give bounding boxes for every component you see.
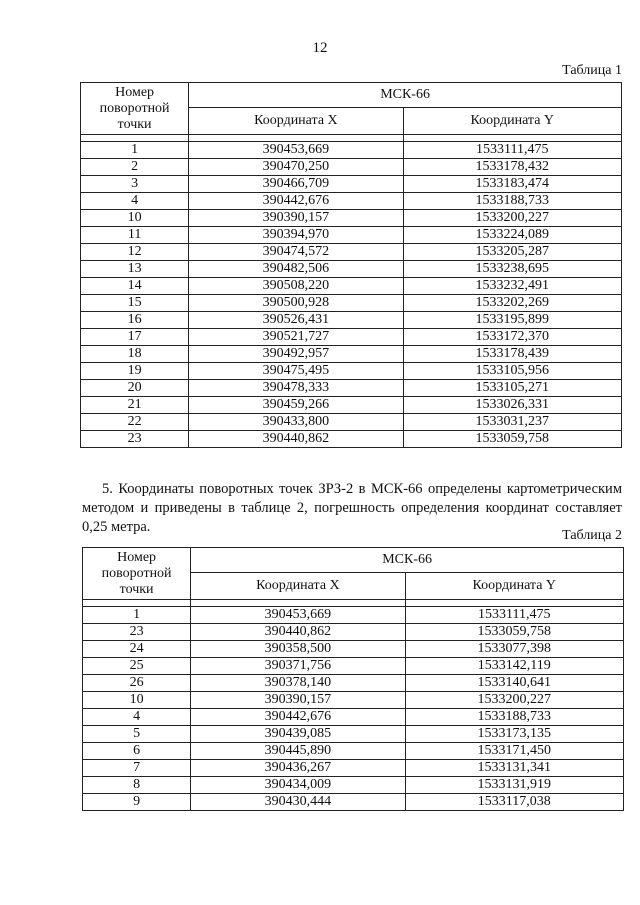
table-row — [81, 431, 622, 448]
coordinate-x-cell: 390482,506 — [189, 261, 403, 278]
paragraph-text: 5. Координаты поворотных точек ЗРЗ-2 в МСК-66 определены картометрическим методом и приведены в таблице 2, погрешность определения координат составляет 0,25 метра. — [82, 481, 622, 535]
table-row — [81, 397, 622, 414]
point-number-cell: 1 — [83, 607, 191, 624]
table1-body — [81, 135, 622, 448]
point-number-cell: 5 — [83, 726, 191, 743]
point-number-cell: 13 — [81, 261, 189, 278]
table-row — [81, 142, 622, 159]
coordinate-y-cell: 1533131,919 — [405, 777, 623, 794]
point-number-cell: 17 — [81, 329, 189, 346]
coordinate-y-cell: 1533142,119 — [405, 658, 623, 675]
table-row — [81, 363, 622, 380]
table-row — [83, 794, 624, 811]
point-number-cell: 20 — [81, 380, 189, 397]
table-row — [83, 692, 624, 709]
coordinate-y-cell: 1533031,237 — [403, 414, 621, 431]
coordinate-y-cell: 1533111,475 — [405, 607, 623, 624]
coordinate-x-cell: 390430,444 — [191, 794, 405, 811]
table-row — [81, 414, 622, 431]
coordinate-y-cell: 1533117,038 — [405, 794, 623, 811]
coordinate-x-cell: 390371,756 — [191, 658, 405, 675]
table-row — [81, 244, 622, 261]
point-number-cell: 23 — [83, 624, 191, 641]
point-number-cell: 1 — [81, 142, 189, 159]
point-number-cell: 3 — [81, 176, 189, 193]
header-point-number — [81, 83, 189, 135]
coordinate-x-cell: 390453,669 — [191, 607, 405, 624]
point-number-cell: 24 — [83, 641, 191, 658]
table-row — [83, 607, 624, 624]
coordinate-y-cell: 1533131,341 — [405, 760, 623, 777]
table-row — [83, 641, 624, 658]
coordinate-y-cell: 1533200,227 — [405, 692, 623, 709]
coordinate-y-cell: 1533026,331 — [403, 397, 621, 414]
table2-body — [83, 600, 624, 811]
coordinate-y-cell: 1533188,733 — [405, 709, 623, 726]
coordinate-y-cell: 1533195,899 — [403, 312, 621, 329]
coordinate-x-cell: 390492,957 — [189, 346, 403, 363]
coordinates-table-1 — [80, 82, 622, 448]
coordinate-x-cell: 390442,676 — [189, 193, 403, 210]
point-number-cell: 22 — [81, 414, 189, 431]
point-number-cell: 12 — [81, 244, 189, 261]
separator-row — [81, 135, 622, 142]
table-row — [81, 176, 622, 193]
point-number-cell: 18 — [81, 346, 189, 363]
point-number-cell: 8 — [83, 777, 191, 794]
point-number-cell: 4 — [81, 193, 189, 210]
coordinate-x-cell: 390466,709 — [189, 176, 403, 193]
point-number-cell: 19 — [81, 363, 189, 380]
table-row — [83, 709, 624, 726]
table-row — [81, 210, 622, 227]
coordinate-x-cell: 390521,727 — [189, 329, 403, 346]
table-row — [81, 193, 622, 210]
coordinate-x-cell: 390394,970 — [189, 227, 403, 244]
coordinate-x-cell: 390433,800 — [189, 414, 403, 431]
page-number: 12 — [312, 40, 328, 56]
coordinate-x-cell: 390474,572 — [189, 244, 403, 261]
table-row — [83, 743, 624, 760]
table-row — [83, 675, 624, 692]
coordinate-y-cell: 1533200,227 — [403, 210, 621, 227]
point-number-cell: 10 — [83, 692, 191, 709]
header-coordinate-system: МСК-66 — [191, 548, 624, 573]
coordinate-x-cell: 390439,085 — [191, 726, 405, 743]
point-number-cell: 21 — [81, 397, 189, 414]
coordinate-x-cell: 390390,157 — [191, 692, 405, 709]
coordinate-x-cell: 390508,220 — [189, 278, 403, 295]
coordinate-x-cell: 390445,890 — [191, 743, 405, 760]
table1-caption: Таблица 1 — [562, 63, 622, 78]
table-row — [83, 777, 624, 794]
header-line: поворотной — [101, 565, 172, 581]
header-line: Номер — [117, 549, 157, 565]
table-row — [81, 278, 622, 295]
header-coordinate-y: Координата Y — [405, 573, 623, 600]
point-number-cell: 4 — [83, 709, 191, 726]
coordinate-x-cell: 390390,157 — [189, 210, 403, 227]
coordinate-y-cell: 1533140,641 — [405, 675, 623, 692]
table-row — [81, 312, 622, 329]
header-line: поворотной — [99, 100, 170, 116]
header-coordinate-system: МСК-66 — [189, 83, 622, 108]
coordinate-y-cell: 1533077,398 — [405, 641, 623, 658]
coordinate-y-cell: 1533171,450 — [405, 743, 623, 760]
point-number-cell: 2 — [81, 159, 189, 176]
header-point-number — [83, 548, 191, 600]
table-row — [83, 726, 624, 743]
table-row — [81, 380, 622, 397]
table-row — [81, 329, 622, 346]
table-row — [83, 658, 624, 675]
table-row — [83, 624, 624, 641]
coordinate-x-cell: 390440,862 — [191, 624, 405, 641]
point-number-cell: 25 — [83, 658, 191, 675]
header-coordinate-x: Координата X — [189, 108, 403, 135]
point-number-cell: 23 — [81, 431, 189, 448]
coordinates-table-2 — [82, 547, 624, 811]
coordinate-x-cell: 390358,500 — [191, 641, 405, 658]
header-line: Номер — [115, 84, 155, 100]
coordinate-x-cell: 390442,676 — [191, 709, 405, 726]
coordinate-x-cell: 390434,009 — [191, 777, 405, 794]
coordinate-y-cell: 1533205,287 — [403, 244, 621, 261]
coordinate-x-cell: 390459,266 — [189, 397, 403, 414]
coordinate-y-cell: 1533202,269 — [403, 295, 621, 312]
coordinate-x-cell: 390440,862 — [189, 431, 403, 448]
paragraph-5 — [82, 480, 622, 537]
point-number-cell: 14 — [81, 278, 189, 295]
coordinate-x-cell: 390436,267 — [191, 760, 405, 777]
header-coordinate-y: Координата Y — [403, 108, 621, 135]
coordinate-y-cell: 1533232,491 — [403, 278, 621, 295]
table2-caption: Таблица 2 — [562, 528, 622, 543]
header-line: точки — [117, 116, 152, 132]
table-row — [81, 261, 622, 278]
point-number-cell: 15 — [81, 295, 189, 312]
point-number-cell: 6 — [83, 743, 191, 760]
point-number-cell: 11 — [81, 227, 189, 244]
coordinate-y-cell: 1533105,956 — [403, 363, 621, 380]
coordinate-x-cell: 390470,250 — [189, 159, 403, 176]
table-row — [81, 346, 622, 363]
coordinate-x-cell: 390500,928 — [189, 295, 403, 312]
coordinate-x-cell: 390453,669 — [189, 142, 403, 159]
table-row — [81, 159, 622, 176]
coordinate-y-cell: 1533111,475 — [403, 142, 621, 159]
header-line: точки — [119, 581, 154, 597]
point-number-cell: 16 — [81, 312, 189, 329]
coordinate-x-cell: 390378,140 — [191, 675, 405, 692]
table-row — [83, 760, 624, 777]
coordinate-y-cell: 1533224,089 — [403, 227, 621, 244]
point-number-cell: 10 — [81, 210, 189, 227]
separator-row — [83, 600, 624, 607]
coordinate-y-cell: 1533188,733 — [403, 193, 621, 210]
coordinate-y-cell: 1533238,695 — [403, 261, 621, 278]
table-row — [81, 295, 622, 312]
coordinate-y-cell: 1533183,474 — [403, 176, 621, 193]
table-row — [81, 227, 622, 244]
coordinate-x-cell: 390526,431 — [189, 312, 403, 329]
coordinate-y-cell: 1533178,439 — [403, 346, 621, 363]
coordinate-y-cell: 1533059,758 — [405, 624, 623, 641]
point-number-cell: 7 — [83, 760, 191, 777]
coordinate-y-cell: 1533172,370 — [403, 329, 621, 346]
coordinate-y-cell: 1533178,432 — [403, 159, 621, 176]
point-number-cell: 26 — [83, 675, 191, 692]
coordinate-x-cell: 390478,333 — [189, 380, 403, 397]
coordinate-y-cell: 1533105,271 — [403, 380, 621, 397]
coordinate-y-cell: 1533059,758 — [403, 431, 621, 448]
header-coordinate-x: Координата X — [191, 573, 405, 600]
coordinate-x-cell: 390475,495 — [189, 363, 403, 380]
point-number-cell: 9 — [83, 794, 191, 811]
coordinate-y-cell: 1533173,135 — [405, 726, 623, 743]
